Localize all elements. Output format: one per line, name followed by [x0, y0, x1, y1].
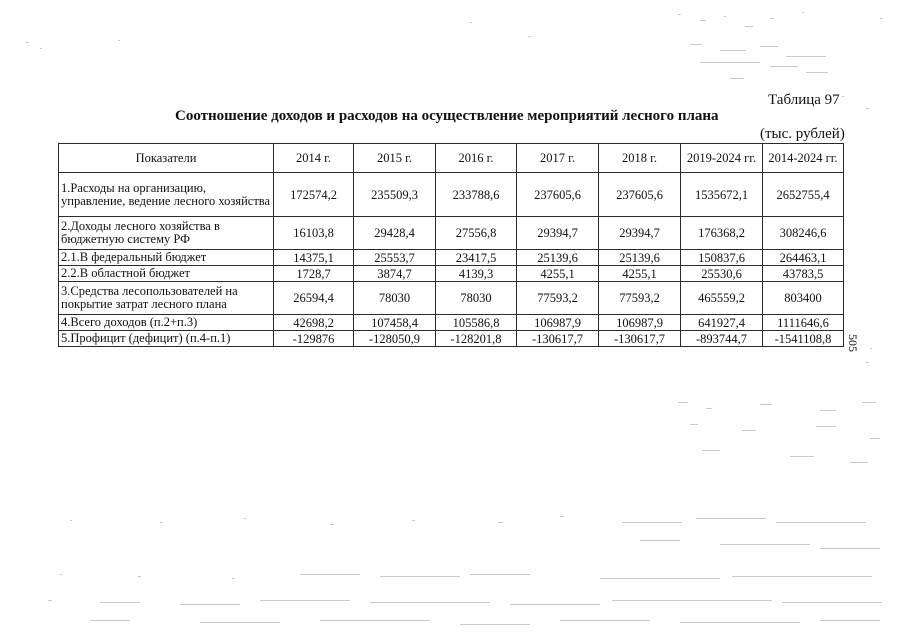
table-cell: 308246,6 [763, 217, 844, 250]
row-label: 5.Профицит (дефицит) (п.4-п.1) [59, 331, 274, 347]
table-cell: -129876 [274, 331, 354, 347]
table-cell: 26594,4 [274, 282, 354, 315]
table-cell: 25530,6 [681, 266, 763, 282]
table-cell: 106987,9 [517, 315, 599, 331]
table-cell: -130617,7 [517, 331, 599, 347]
table-cell: 77593,2 [517, 282, 599, 315]
table-cell: 16103,8 [274, 217, 354, 250]
table-cell: 465559,2 [681, 282, 763, 315]
table-cell: 1535672,1 [681, 173, 763, 217]
page-number: 505 [846, 334, 860, 352]
table-row [59, 315, 844, 331]
table-cell: 43783,5 [763, 266, 844, 282]
table-cell: 3874,7 [354, 266, 436, 282]
table-cell: 233788,6 [436, 173, 517, 217]
table-row [59, 282, 844, 315]
table-cell: -128050,9 [354, 331, 436, 347]
table-row [59, 217, 844, 250]
table-cell: 641927,4 [681, 315, 763, 331]
table-cell: 237605,6 [599, 173, 681, 217]
row-label: 2.Доходы лесного хозяйства в бюджетную систему РФ [59, 217, 274, 250]
column-header: Показатели [59, 144, 274, 173]
row-label: 3.Средства лесопользователей на покрытие затрат лесного плана [59, 282, 274, 315]
column-header: 2015 г. [354, 144, 436, 173]
table-row [59, 173, 844, 217]
row-label: 2.2.В областной бюджет [59, 266, 274, 282]
table-cell: 803400 [763, 282, 844, 315]
table-cell: 150837,6 [681, 250, 763, 266]
table-cell: 235509,3 [354, 173, 436, 217]
column-header: 2019-2024 гг. [681, 144, 763, 173]
table-row [59, 250, 844, 266]
table-cell: -1541108,8 [763, 331, 844, 347]
row-label: 1.Расходы на организацию, управление, ведение лесного хозяйства [59, 173, 274, 217]
table-cell: 176368,2 [681, 217, 763, 250]
column-header: 2016 г. [436, 144, 517, 173]
table-cell: 172574,2 [274, 173, 354, 217]
table-cell: -130617,7 [599, 331, 681, 347]
table-cell: 14375,1 [274, 250, 354, 266]
table-cell: 264463,1 [763, 250, 844, 266]
table-cell: 27556,8 [436, 217, 517, 250]
table-cell: 29394,7 [599, 217, 681, 250]
table-cell: 237605,6 [517, 173, 599, 217]
table-cell: 4255,1 [517, 266, 599, 282]
table-cell: 1111646,6 [763, 315, 844, 331]
row-label: 2.1.В федеральный бюджет [59, 250, 274, 266]
table-cell: 29394,7 [517, 217, 599, 250]
units-label: (тыс. рублей) [760, 126, 845, 142]
table-cell: 23417,5 [436, 250, 517, 266]
table-cell: 105586,8 [436, 315, 517, 331]
table-cell: -893744,7 [681, 331, 763, 347]
table-cell: -128201,8 [436, 331, 517, 347]
table-number: Таблица 97 [768, 92, 840, 108]
table-cell: 78030 [354, 282, 436, 315]
column-header: 2014-2024 гг. [763, 144, 844, 173]
document-title: Соотношение доходов и расходов на осуществление мероприятий лесного плана [175, 108, 719, 124]
column-header: 2018 г. [599, 144, 681, 173]
income-expense-table [58, 143, 844, 347]
table-cell: 29428,4 [354, 217, 436, 250]
table-cell: 78030 [436, 282, 517, 315]
row-label: 4.Всего доходов (п.2+п.3) [59, 315, 274, 331]
table-cell: 106987,9 [599, 315, 681, 331]
table-cell: 77593,2 [599, 282, 681, 315]
column-header: 2014 г. [274, 144, 354, 173]
table-cell: 25139,6 [599, 250, 681, 266]
table-cell: 107458,4 [354, 315, 436, 331]
table-cell: 1728,7 [274, 266, 354, 282]
table-header-row [59, 144, 844, 173]
table-cell: 2652755,4 [763, 173, 844, 217]
table-cell: 42698,2 [274, 315, 354, 331]
table-cell: 25553,7 [354, 250, 436, 266]
table-cell: 4255,1 [599, 266, 681, 282]
table-cell: 4139,3 [436, 266, 517, 282]
table-row [59, 331, 844, 347]
table-row [59, 266, 844, 282]
column-header: 2017 г. [517, 144, 599, 173]
table-cell: 25139,6 [517, 250, 599, 266]
